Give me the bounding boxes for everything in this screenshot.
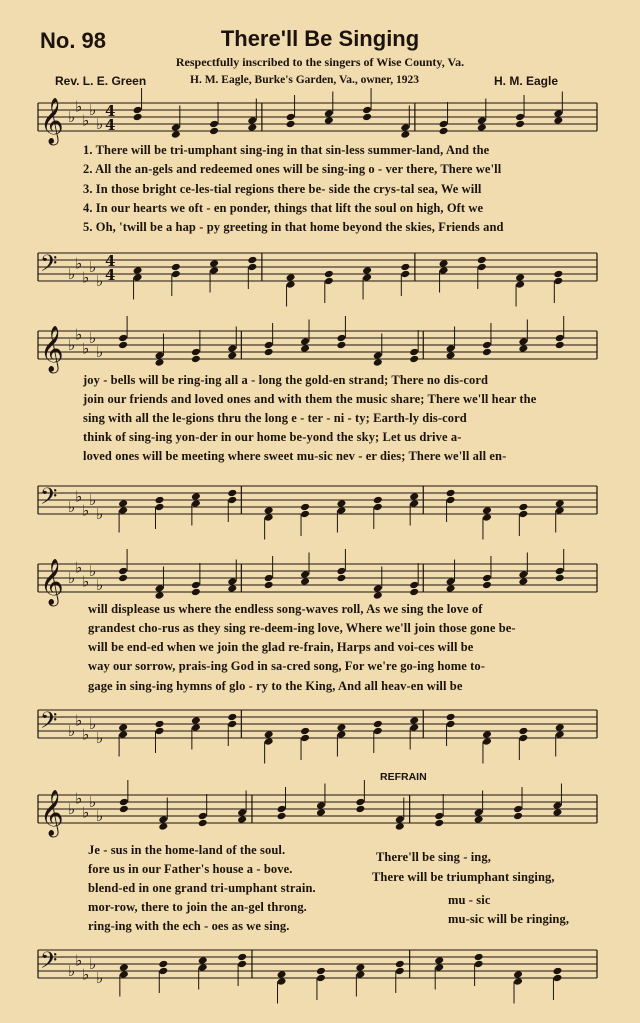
note-head	[300, 727, 310, 736]
note-head	[446, 351, 456, 360]
system-3-verse-4: way our sorrow, prais-ing God in sa-cred song, For we're go-ing home to-	[88, 659, 486, 673]
flat-icon: ♭	[96, 807, 104, 825]
note-head	[373, 591, 383, 600]
flat-icon: ♭	[82, 501, 90, 520]
note-head	[300, 577, 310, 586]
note-head	[209, 120, 219, 129]
note-head	[286, 273, 296, 282]
flat-icon: ♭	[68, 722, 76, 740]
note-head	[553, 277, 563, 286]
note-head	[373, 720, 383, 729]
note-head	[555, 499, 565, 508]
note-head	[553, 109, 563, 118]
system-2-verse-4: think of sing-ing yon-der in our home be-yond the sky; Let us drive a-	[83, 430, 462, 444]
refrain-line-4: mu-sic will be ringing,	[448, 912, 570, 926]
note-head	[118, 499, 128, 508]
note-head	[118, 506, 128, 515]
note-head	[277, 970, 287, 979]
flat-icon: ♭	[75, 97, 83, 116]
note-head	[316, 808, 326, 817]
note-head	[355, 963, 365, 972]
note-head	[277, 977, 287, 986]
bass-clef-icon: 𝄢	[40, 948, 58, 979]
note-head	[446, 344, 456, 353]
note-head	[324, 277, 334, 286]
note-head	[277, 812, 287, 821]
flat-icon: ♭	[68, 569, 76, 587]
note-head	[191, 581, 201, 590]
note-head	[119, 963, 129, 972]
note-head	[552, 967, 562, 976]
flat-icon: ♭	[68, 498, 76, 516]
note-head	[316, 801, 326, 810]
note-head	[324, 109, 334, 118]
note-head	[155, 727, 165, 736]
note-head	[482, 341, 492, 350]
note-head	[247, 263, 257, 272]
note-head	[477, 256, 487, 265]
system-3-verse-2: grandest cho-rus as they sing re-deem-ing love, Where we'll join those gone be-	[88, 621, 516, 635]
flat-icon: ♭	[82, 965, 90, 984]
system-2-verse-1: joy - bells will be ring-ing all a - long the gold-en strand; There no dis-cord	[83, 373, 489, 387]
note-head	[513, 812, 523, 821]
note-head	[336, 574, 346, 583]
flat-icon: ♭	[89, 491, 97, 509]
note-head	[555, 334, 565, 343]
note-head	[118, 723, 128, 732]
treble-clef-icon: 𝄞	[40, 326, 64, 372]
system-3-verse-5: gage in sing-ing hymns of glo - ry to the King, And all heav-en will be	[88, 679, 463, 693]
treble-clef-icon: 𝄞	[40, 559, 64, 605]
note-head	[553, 116, 563, 125]
bass-clef-icon: 𝄢	[40, 708, 58, 739]
note-head	[155, 496, 165, 505]
flat-icon: ♭	[89, 793, 97, 811]
note-head	[316, 967, 326, 976]
note-head	[264, 348, 274, 357]
refrain-line-2: There will be triumphant singing,	[372, 870, 555, 884]
note-head	[513, 805, 523, 814]
treble-clef-icon: 𝄞	[40, 98, 64, 144]
flat-icon: ♭	[96, 729, 104, 747]
note-head	[555, 506, 565, 515]
system-4-verse-2: fore us in our Father's house a - bove.	[88, 862, 293, 876]
note-head	[446, 713, 456, 722]
note-head	[227, 344, 237, 353]
treble-clef-icon: 𝄞	[40, 790, 64, 836]
note-head	[118, 730, 128, 739]
note-head	[155, 351, 165, 360]
refrain-line-1: There'll be sing - ing,	[376, 850, 491, 864]
note-head	[434, 819, 444, 828]
flat-icon: ♭	[75, 558, 83, 577]
note-head	[336, 341, 346, 350]
note-head	[518, 503, 528, 512]
note-head	[227, 584, 237, 593]
system-3-bass-staff	[0, 702, 640, 752]
note-head	[209, 259, 219, 268]
note-head	[158, 960, 168, 969]
note-head	[155, 720, 165, 729]
hymn-number: No. 98	[40, 28, 107, 53]
note-head	[446, 577, 456, 586]
system-1-bass-staff	[0, 245, 640, 295]
note-head	[553, 270, 563, 279]
note-head	[518, 344, 528, 353]
note-head	[264, 737, 274, 746]
note-head	[355, 805, 365, 814]
flat-icon: ♭	[96, 272, 104, 290]
note-head	[300, 734, 310, 743]
refrain-label: REFRAIN	[380, 771, 427, 783]
note-head	[227, 577, 237, 586]
note-head	[247, 123, 257, 132]
bass-clef-icon: 𝄢	[40, 484, 58, 515]
note-head	[400, 130, 410, 139]
note-head	[286, 120, 296, 129]
note-head	[155, 503, 165, 512]
flat-icon: ♭	[89, 258, 97, 276]
note-head	[118, 574, 128, 583]
note-head	[362, 113, 372, 122]
note-head	[171, 130, 181, 139]
note-head	[133, 273, 143, 282]
note-head	[198, 956, 208, 965]
note-head	[324, 116, 334, 125]
note-head	[434, 956, 444, 965]
note-head	[227, 351, 237, 360]
note-head	[118, 341, 128, 350]
note-head	[400, 123, 410, 132]
note-head	[227, 720, 237, 729]
note-head	[552, 808, 562, 817]
note-head	[336, 730, 346, 739]
note-head	[237, 815, 247, 824]
note-head	[395, 822, 405, 831]
note-head	[434, 812, 444, 821]
refrain-line-3: mu - sic	[448, 893, 491, 907]
flat-icon: ♭	[89, 329, 97, 347]
note-head	[133, 113, 143, 122]
note-head	[400, 270, 410, 279]
flat-icon: ♭	[96, 343, 104, 361]
note-head	[409, 581, 419, 590]
note-head	[477, 123, 487, 132]
note-head	[439, 259, 449, 268]
note-head	[316, 974, 326, 983]
words-credit: Rev. L. E. Green	[55, 74, 147, 88]
note-head	[237, 953, 247, 962]
note-head	[227, 496, 237, 505]
note-head	[336, 567, 346, 576]
note-head	[158, 967, 168, 976]
note-head	[409, 355, 419, 364]
note-head	[555, 730, 565, 739]
note-head	[482, 730, 492, 739]
flat-icon: ♭	[89, 955, 97, 973]
note-head	[300, 344, 310, 353]
copyright-notice: H. M. Eagle, Burke's Garden, Va., owner, 1923	[190, 74, 419, 86]
note-head	[513, 977, 523, 986]
flat-icon: ♭	[82, 572, 90, 591]
note-head	[300, 337, 310, 346]
time-signature-bottom: 4	[105, 116, 116, 134]
system-2-bass-staff	[0, 478, 640, 528]
note-head	[474, 960, 484, 969]
note-head	[237, 808, 247, 817]
flat-icon: ♭	[96, 505, 104, 523]
note-head	[439, 127, 449, 136]
note-head	[474, 953, 484, 962]
note-head	[227, 489, 237, 498]
note-head	[373, 727, 383, 736]
note-head	[373, 584, 383, 593]
flat-icon: ♭	[68, 108, 76, 126]
system-4-verse-4: mor-row, there to join the an-gel throng.	[88, 900, 307, 914]
system-4-verse-3: blend-ed in one grand tri-umphant strain.	[88, 881, 316, 895]
flat-icon: ♭	[82, 268, 90, 287]
system-1-treble-staff	[0, 95, 640, 145]
note-head	[158, 815, 168, 824]
flat-icon: ♭	[82, 111, 90, 130]
note-head	[446, 496, 456, 505]
note-head	[119, 805, 129, 814]
flat-icon: ♭	[82, 339, 90, 358]
system-1-verse-2: 2. All the an-gels and redeemed ones will be sing-ing o - ver there, There we'll	[83, 162, 502, 176]
note-head	[300, 570, 310, 579]
note-head	[409, 723, 419, 732]
note-head	[191, 492, 201, 501]
note-head	[373, 496, 383, 505]
time-signature-bottom: 4	[105, 266, 116, 284]
note-head	[482, 737, 492, 746]
note-head	[264, 581, 274, 590]
note-head	[171, 263, 181, 272]
note-head	[264, 730, 274, 739]
system-3-treble-staff	[0, 556, 640, 606]
note-head	[133, 266, 143, 275]
note-head	[552, 974, 562, 983]
note-head	[439, 266, 449, 275]
note-head	[119, 970, 129, 979]
note-head	[191, 355, 201, 364]
flat-icon: ♭	[68, 265, 76, 283]
note-head	[482, 574, 492, 583]
system-4-verse-1: Je - sus in the home-land of the soul.	[88, 843, 286, 857]
system-3-verse-1: will displease us where the endless song-waves roll, As we sing the love of	[88, 602, 483, 616]
note-head	[439, 120, 449, 129]
system-4-treble-staff	[0, 787, 640, 837]
note-head	[191, 499, 201, 508]
note-head	[482, 513, 492, 522]
note-head	[209, 266, 219, 275]
note-head	[518, 337, 528, 346]
note-head	[518, 577, 528, 586]
note-head	[434, 963, 444, 972]
note-head	[198, 963, 208, 972]
note-head	[155, 591, 165, 600]
note-head	[171, 270, 181, 279]
system-2-verse-2: join our friends and loved ones and with them the music share; There we'll hear the	[83, 392, 537, 406]
flat-icon: ♭	[96, 576, 104, 594]
note-head	[474, 815, 484, 824]
note-head	[409, 716, 419, 725]
flat-icon: ♭	[89, 715, 97, 733]
note-head	[373, 351, 383, 360]
note-head	[395, 960, 405, 969]
note-head	[409, 499, 419, 508]
note-head	[237, 960, 247, 969]
note-head	[515, 120, 525, 129]
note-head	[482, 348, 492, 357]
note-head	[336, 506, 346, 515]
flat-icon: ♭	[96, 969, 104, 987]
system-4-verse-5: ring-ing with the ech - oes as we sing.	[88, 919, 290, 933]
note-head	[362, 106, 372, 115]
note-head	[300, 510, 310, 519]
note-head	[277, 805, 287, 814]
note-head	[515, 113, 525, 122]
note-head	[118, 567, 128, 576]
note-head	[155, 358, 165, 367]
flat-icon: ♭	[75, 254, 83, 273]
note-head	[513, 970, 523, 979]
note-head	[555, 567, 565, 576]
system-1-verse-3: 3. In those bright ce-les-tial regions there be- side the crys-tal sea, We will	[83, 182, 482, 196]
note-head	[198, 819, 208, 828]
time-signature-top: 4	[105, 252, 116, 270]
note-head	[518, 734, 528, 743]
note-head	[264, 506, 274, 515]
system-1-verse-1: 1. There will be tri-umphant sing-ing in that sin-less summer-land, And the	[83, 143, 490, 157]
note-head	[400, 263, 410, 272]
note-head	[482, 581, 492, 590]
note-head	[155, 584, 165, 593]
flat-icon: ♭	[75, 711, 83, 730]
note-head	[555, 574, 565, 583]
note-head	[191, 716, 201, 725]
note-head	[191, 348, 201, 357]
dedication: Respectfully inscribed to the singers of Wise County, Va.	[175, 55, 465, 69]
note-head	[474, 808, 484, 817]
note-head	[409, 348, 419, 357]
note-head	[324, 270, 334, 279]
note-head	[515, 280, 525, 289]
note-head	[209, 127, 219, 136]
note-head	[555, 723, 565, 732]
note-head	[362, 273, 372, 282]
flat-icon: ♭	[68, 336, 76, 354]
system-3-verse-3: will be end-ed when we join the glad re-frain, Harps and voi-ces will be	[88, 640, 474, 654]
note-head	[362, 266, 372, 275]
system-1-verse-4: 4. In our hearts we oft - en ponder, things that lift the soul on high, Oft we	[83, 201, 484, 215]
note-head	[133, 106, 143, 115]
note-head	[518, 727, 528, 736]
note-head	[355, 970, 365, 979]
flat-icon: ♭	[75, 325, 83, 344]
note-head	[119, 798, 129, 807]
system-4-bass-staff	[0, 942, 640, 992]
music-credit: H. M. Eagle	[494, 74, 559, 88]
note-head	[171, 123, 181, 132]
note-head	[118, 334, 128, 343]
note-head	[409, 588, 419, 597]
flat-icon: ♭	[82, 803, 90, 822]
note-head	[552, 801, 562, 810]
note-head	[446, 489, 456, 498]
note-head	[191, 588, 201, 597]
flat-icon: ♭	[89, 101, 97, 119]
hymn-title: There'll Be Singing	[220, 26, 420, 51]
system-2-treble-staff	[0, 323, 640, 373]
system-2-verse-3: sing with all the le-gions thru the long e - ter - ni - ty; Earth-ly dis-cord	[83, 411, 467, 425]
flat-icon: ♭	[75, 487, 83, 506]
note-head	[373, 358, 383, 367]
note-head	[264, 574, 274, 583]
note-head	[247, 256, 257, 265]
note-head	[555, 341, 565, 350]
note-head	[395, 815, 405, 824]
system-2-verse-5: loved ones will be meeting where sweet mu-sic nev - er dies; There we'll all en-	[83, 449, 507, 463]
flat-icon: ♭	[68, 800, 76, 818]
note-head	[477, 116, 487, 125]
system-1-verse-5: 5. Oh, 'twill be a hap - py greeting in that home beyond the skies, Friends and	[83, 220, 504, 234]
note-head	[286, 113, 296, 122]
note-head	[373, 503, 383, 512]
note-head	[247, 116, 257, 125]
note-head	[191, 723, 201, 732]
note-head	[515, 273, 525, 282]
note-head	[482, 506, 492, 515]
note-head	[264, 513, 274, 522]
note-head	[227, 713, 237, 722]
bass-clef-icon: 𝄢	[40, 251, 58, 282]
note-head	[158, 822, 168, 831]
time-signature-top: 4	[105, 102, 116, 120]
note-head	[336, 723, 346, 732]
note-head	[336, 499, 346, 508]
note-head	[395, 967, 405, 976]
note-head	[409, 492, 419, 501]
flat-icon: ♭	[68, 962, 76, 980]
note-head	[446, 584, 456, 593]
flat-icon: ♭	[75, 951, 83, 970]
note-head	[446, 720, 456, 729]
note-head	[518, 510, 528, 519]
note-head	[286, 280, 296, 289]
note-head	[198, 812, 208, 821]
flat-icon: ♭	[96, 115, 104, 133]
note-head	[518, 570, 528, 579]
flat-icon: ♭	[89, 562, 97, 580]
note-head	[300, 503, 310, 512]
note-head	[336, 334, 346, 343]
note-head	[264, 341, 274, 350]
flat-icon: ♭	[75, 789, 83, 808]
note-head	[477, 263, 487, 272]
note-head	[355, 798, 365, 807]
flat-icon: ♭	[82, 725, 90, 744]
